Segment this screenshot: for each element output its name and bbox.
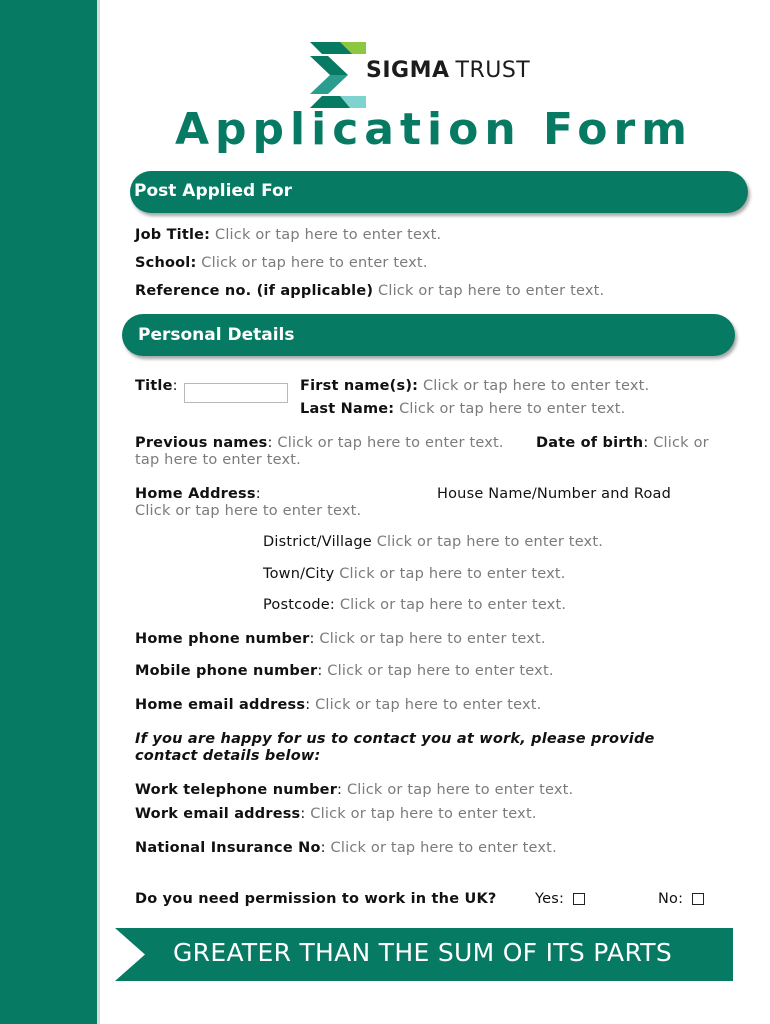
no-checkbox[interactable] [692, 893, 704, 905]
home-address-label: Home Address [135, 486, 256, 502]
title-label-row: Title: [135, 378, 178, 394]
work-contact-note-line2: contact details below: [135, 748, 321, 764]
yes-label: Yes: [535, 891, 565, 907]
no-label: No: [658, 891, 684, 907]
yes-checkbox[interactable] [573, 893, 585, 905]
district-label: District/Village [263, 534, 372, 550]
ni-field[interactable]: Click or tap here to enter text. [330, 840, 557, 856]
work-email-label: Work email address [135, 806, 301, 822]
title-label: Title [135, 378, 173, 394]
last-name-field[interactable]: Click or tap here to enter text. [399, 401, 626, 417]
dob-row: Date of birth: Click or [536, 435, 709, 451]
dob-label: Date of birth [536, 435, 644, 451]
school-row [135, 255, 428, 271]
permission-question: Do you need permission to work in the UK? [135, 891, 497, 907]
district-row [263, 534, 603, 550]
ni-label: National Insurance No [135, 840, 321, 856]
last-name-label: Last Name: [300, 401, 395, 417]
house-label: House Name/Number and Road [437, 486, 672, 502]
left-sidebar-band [0, 0, 100, 1024]
no-option [658, 891, 704, 907]
reference-row [135, 283, 604, 299]
brand-name: SIGMA TRUST [366, 58, 531, 83]
mobile-label: Mobile phone number [135, 663, 318, 679]
job-title-row [135, 227, 441, 243]
dob-field-continued[interactable]: tap here to enter text. [135, 452, 301, 468]
email-row: Home email address: Click or tap here to enter text. [135, 697, 542, 713]
email-field[interactable]: Click or tap here to enter text. [315, 697, 542, 713]
section-header-personal: Personal Details [122, 314, 735, 356]
district-field[interactable]: Click or tap here to enter text. [376, 534, 604, 550]
postcode-label: Postcode: [263, 597, 335, 613]
work-phone-field[interactable]: Click or tap here to enter text. [346, 782, 574, 798]
first-name-field[interactable]: Click or tap here to enter text. [422, 378, 650, 394]
school-field[interactable]: Click or tap here to enter text. [201, 255, 428, 271]
school-label: School: [135, 255, 197, 271]
email-label: Home email address [135, 697, 306, 713]
last-name-row [300, 401, 625, 417]
town-field[interactable]: Click or tap here to enter text. [339, 566, 566, 582]
yes-option [535, 891, 585, 907]
job-title-field[interactable]: Click or tap here to enter text. [215, 227, 442, 243]
house-field[interactable]: Click or tap here to enter text. [135, 503, 362, 519]
work-phone-label: Work telephone number [135, 782, 338, 798]
town-label: Town/City [263, 566, 335, 582]
sidebar-edge [97, 0, 100, 1024]
mobile-field[interactable]: Click or tap here to enter text. [327, 663, 554, 679]
section-header-post: Post Applied For [130, 171, 748, 213]
home-phone-row: Home phone number: Click or tap here to enter text. [135, 631, 546, 647]
postcode-row [263, 597, 566, 613]
work-email-row: Work email address: Click or tap here to enter text. [135, 806, 537, 822]
previous-names-row: Previous names: Click or tap here to enter text. [135, 435, 504, 451]
work-phone-row: Work telephone number: Click or tap here to enter text. [135, 782, 574, 798]
town-row [263, 566, 566, 582]
mobile-row: Mobile phone number: Click or tap here to enter text. [135, 663, 554, 679]
home-address-row: Home Address: [135, 486, 261, 502]
dob-field[interactable]: Click or [653, 435, 709, 451]
job-title-label: Job Title: [135, 227, 211, 243]
reference-field[interactable]: Click or tap here to enter text. [378, 283, 605, 299]
first-name-row [300, 378, 649, 394]
work-email-field[interactable]: Click or tap here to enter text. [310, 806, 537, 822]
page-title: Application Form [175, 104, 694, 155]
postcode-field[interactable]: Click or tap here to enter text. [339, 597, 567, 613]
tagline-text: GREATER THAN THE SUM OF ITS PARTS [173, 938, 673, 967]
ni-row: National Insurance No: Click or tap here to enter text. [135, 840, 557, 856]
reference-label: Reference no. (if applicable) [135, 283, 374, 299]
first-name-label: First name(s): [300, 378, 419, 394]
home-phone-field[interactable]: Click or tap here to enter text. [319, 631, 546, 647]
title-input[interactable] [184, 383, 288, 403]
previous-names-label: Previous names [135, 435, 268, 451]
work-contact-note-line1: If you are happy for us to contact you at work, please provide [135, 731, 655, 747]
previous-names-field[interactable]: Click or tap here to enter text. [277, 435, 504, 451]
home-phone-label: Home phone number [135, 631, 310, 647]
